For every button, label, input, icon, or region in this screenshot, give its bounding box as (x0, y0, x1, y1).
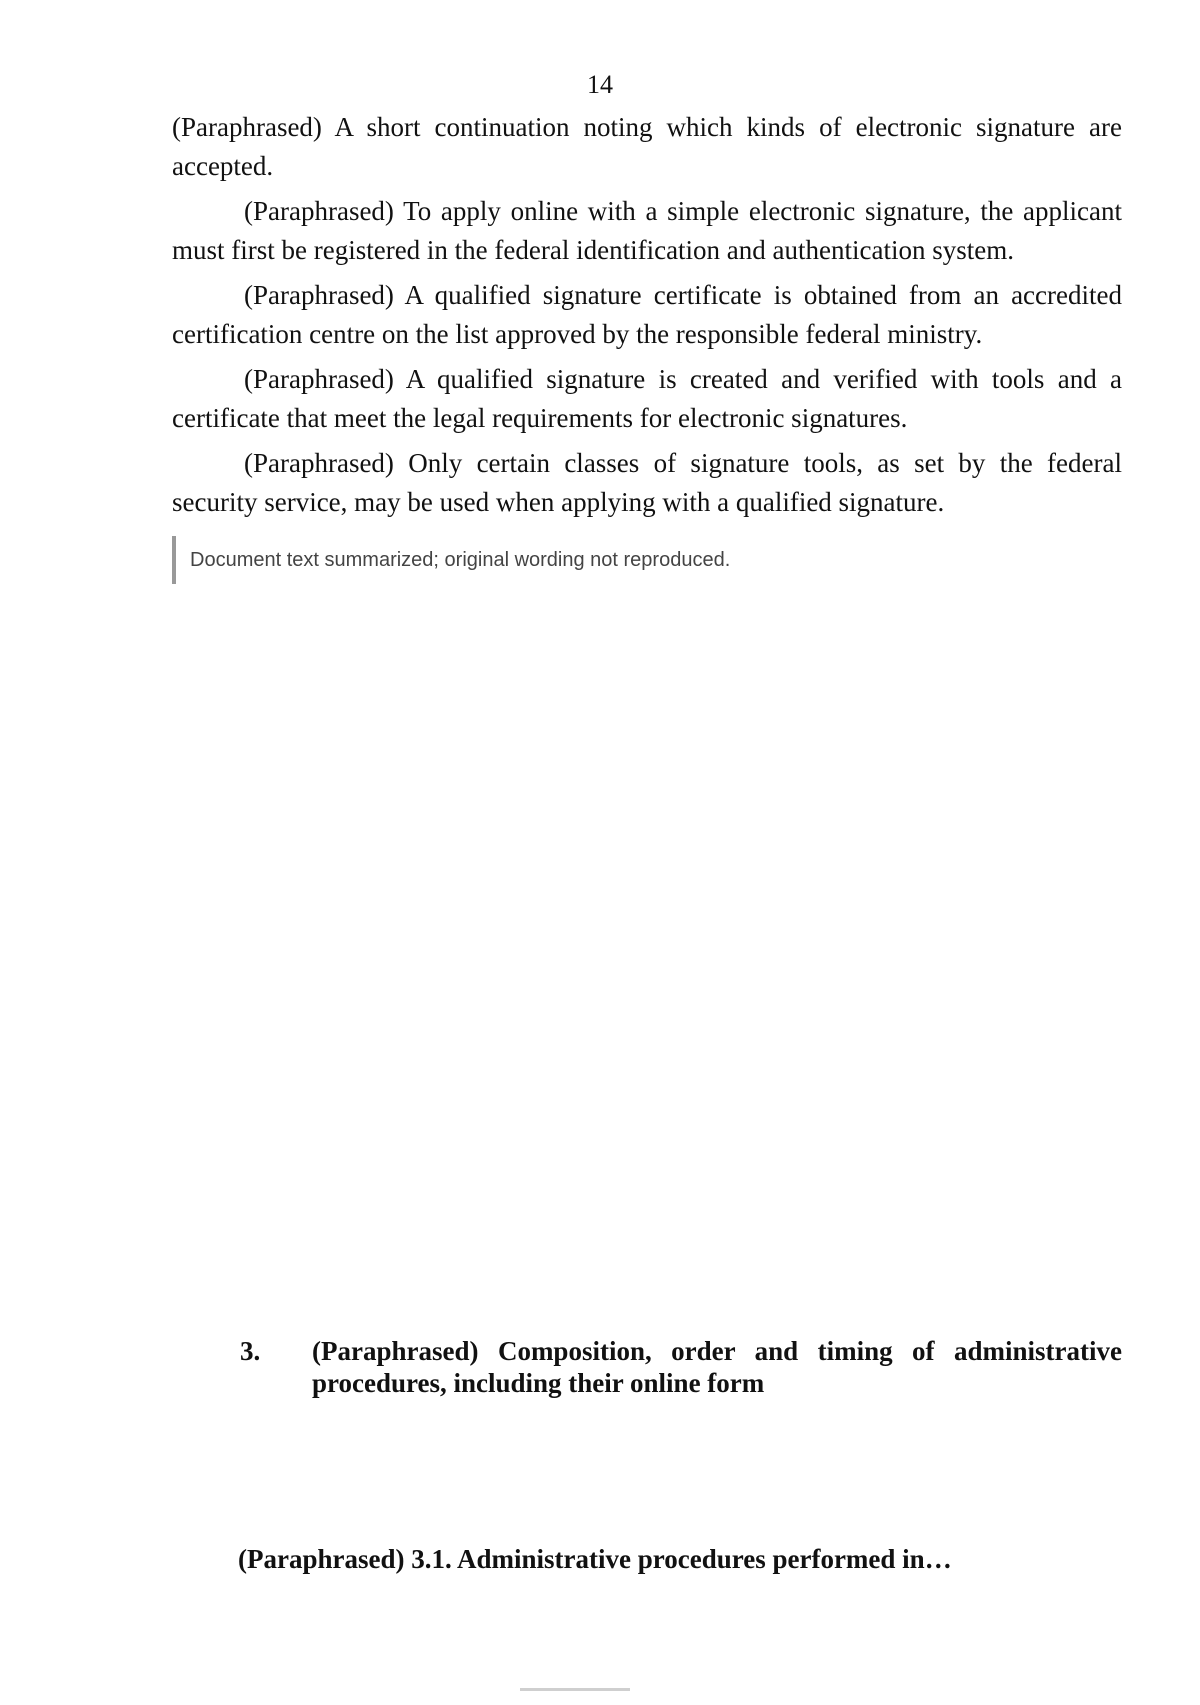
scan-artifact (520, 1688, 630, 1691)
section-3-number: 3. (240, 1336, 261, 1366)
paragraph-3: (Paraphrased) A qualified signature certificate is obtained from an accredited certification centre on the list approved by the responsible federal ministry. (172, 280, 1122, 349)
page-number: 14 (587, 70, 613, 99)
section-3-title: (Paraphrased) Composition, order and timing of administrative procedures, including their online form (312, 1336, 1122, 1398)
paragraph-1: (Paraphrased) A short continuation noting which kinds of electronic signature are accepted. (172, 112, 1122, 181)
paragraph-4: (Paraphrased) A qualified signature is created and verified with tools and a certificate that meet the legal requirements for electronic signatures. (172, 364, 1122, 433)
summary-note: Document text summarized; original wording not reproduced. (172, 536, 1122, 584)
section-3-1-heading: (Paraphrased) 3.1. Administrative procedures performed in… (238, 1544, 952, 1574)
section-3-heading (172, 1335, 1122, 1399)
body-text (172, 108, 1122, 584)
paragraph-2: (Paraphrased) To apply online with a simple electronic signature, the applicant must first be registered in the federal identification and authentication system. (172, 196, 1122, 265)
paragraph-5: (Paraphrased) Only certain classes of signature tools, as set by the federal security service, may be used when applying with a qualified signature. (172, 448, 1122, 517)
